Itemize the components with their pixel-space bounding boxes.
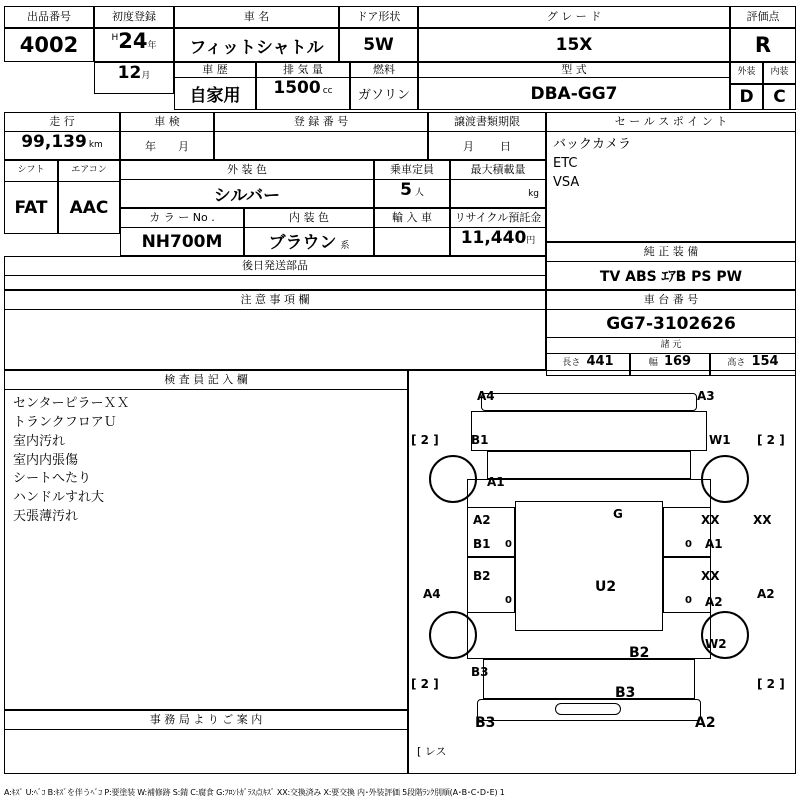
lot-no-label: 出品番号 (4, 6, 94, 28)
color-no-label: カ ラ ー No . (120, 208, 244, 228)
rear-plate (555, 703, 621, 715)
damage-mark: 0 (685, 595, 692, 606)
grade-label: グ レ ー ド (418, 6, 730, 28)
first-reg-month-unit: 月 (141, 71, 151, 81)
length-value: 441 (586, 354, 614, 369)
damage-mark: W1 (709, 433, 731, 447)
mileage-label: 走 行 (4, 112, 120, 132)
inspection-month-unit: 月 (178, 139, 189, 153)
sales-point-item: バックカメラ (553, 137, 632, 152)
inspector-note-item: 天張薄汚れ (13, 509, 79, 525)
damage-mark: [ レス (417, 745, 447, 758)
grade-value: 15X (418, 28, 730, 62)
history-value: 自家用 (174, 78, 256, 110)
genuine-equipment-label: 純 正 装 備 (546, 242, 796, 262)
first-reg-value (94, 28, 174, 62)
damage-mark: A2 (473, 513, 491, 527)
front-right-wheel (701, 455, 749, 503)
seats-number: 5 (400, 180, 412, 200)
transfer-label: 譲渡書類期限 (428, 112, 546, 132)
first-reg-month (94, 62, 174, 94)
inspector-note-item: シートへたり (13, 471, 92, 487)
fuel-value: ガソリン (350, 78, 418, 110)
damage-mark: G (613, 507, 623, 521)
exterior-color-value: シルバー (120, 180, 374, 208)
damage-mark: A2 (705, 595, 723, 609)
height-label: 高さ (727, 358, 746, 368)
notes-label: 注 意 事 項 欄 (4, 290, 546, 310)
damage-mark: XX (701, 513, 720, 527)
displacement-unit: cc (322, 86, 333, 96)
chassis-label: 車 台 番 号 (546, 290, 796, 310)
first-reg-label: 初度登録 (94, 6, 174, 28)
door-value: 5W (339, 28, 418, 62)
damage-mark: B3 (615, 685, 636, 701)
damage-mark: A2 (757, 587, 775, 601)
recycle-number: 11,440 (460, 228, 527, 248)
roof (515, 501, 663, 631)
inspector-note-item: 室内内張傷 (13, 452, 79, 468)
inspector-note-item: センターピラーＸＸ (13, 396, 130, 411)
office-value (4, 730, 408, 774)
transfer-month-unit: 月 (463, 139, 474, 153)
damage-mark: B1 (473, 537, 491, 551)
damage-mark: [ 2 ] (757, 677, 785, 691)
damage-mark: [ 2 ] (411, 677, 439, 691)
damage-mark: U2 (595, 579, 617, 595)
inspector-notes-area (4, 390, 408, 710)
damage-mark: B1 (471, 433, 489, 447)
inspector-label: 検 査 員 記 入 欄 (4, 370, 408, 390)
notes-value (4, 310, 546, 370)
first-reg-era: H (111, 33, 119, 43)
type-value: DBA-GG7 (418, 78, 730, 110)
later-parts-label: 後日発送部品 (4, 256, 546, 276)
mileage-number: 99,139 (21, 132, 87, 152)
seats-label: 乗車定員 (374, 160, 450, 180)
first-reg-month-value: 12 (117, 63, 142, 83)
exterior-grade-value: D (730, 84, 763, 110)
door-label: ドア形状 (339, 6, 418, 28)
front-left-wheel (429, 455, 477, 503)
rear-hatch (483, 659, 695, 699)
damage-mark: A4 (477, 389, 495, 403)
damage-mark: A3 (697, 389, 715, 403)
damage-mark: B3 (475, 715, 496, 731)
max-load-label: 最大積載量 (450, 160, 546, 180)
damage-mark: A4 (423, 587, 441, 601)
mileage-unit: km (88, 140, 103, 150)
damage-mark: B3 (471, 665, 489, 679)
recycle-value (450, 228, 546, 256)
height-value: 154 (751, 354, 779, 369)
displacement-value (256, 78, 350, 110)
interior-grade-value: C (763, 84, 796, 110)
score-label: 評価点 (730, 6, 796, 28)
inspector-note-item: トランクフロアＵ (13, 414, 117, 430)
damage-mark: XX (701, 569, 720, 583)
displacement-number: 1500 (273, 78, 321, 98)
damage-mark: B2 (473, 569, 491, 583)
transfer-day-unit: 日 (500, 139, 511, 153)
lot-no-value: 4002 (4, 28, 94, 62)
inspection-year-unit: 年 (145, 139, 156, 153)
shift-value: FAT (4, 182, 58, 234)
damage-mark: [ 2 ] (411, 433, 439, 447)
reg-no-value (214, 132, 428, 160)
score-value: R (730, 28, 796, 62)
damage-mark: A1 (705, 537, 723, 551)
inspection-label: 車 検 (120, 112, 214, 132)
car-diagram (408, 370, 796, 774)
sales-point-label: セ ー ル ス ポ イ ン ト (546, 112, 796, 132)
shift-label: シフト (4, 160, 58, 182)
color-no-value: NH700M (120, 228, 244, 256)
history-label: 車 歴 (174, 62, 256, 78)
genuine-equipment-value: TV ABS ｴｱB PS PW (546, 262, 796, 290)
windshield (487, 451, 691, 479)
sales-point-item: ETC (553, 155, 578, 171)
chassis-value: GG7-3102626 (546, 310, 796, 338)
aircon-label: エアコン (58, 160, 120, 182)
reg-no-label: 登 録 番 号 (214, 112, 428, 132)
mileage-value (4, 132, 120, 160)
office-label: 事 務 局 よ り ご 案 内 (4, 710, 408, 730)
damage-mark: B2 (629, 645, 650, 661)
first-reg-year-unit: 年 (147, 41, 157, 51)
rear-right-wheel (701, 611, 749, 659)
exterior-grade-label: 外装 (730, 62, 763, 84)
interior-color-suffix: 系 (340, 241, 350, 251)
damage-mark: W2 (705, 637, 727, 651)
model-value: フィットシャトル (174, 28, 339, 62)
inspection-value (120, 132, 214, 160)
inspector-note-item: 室内汚れ (13, 433, 66, 449)
type-label: 型 式 (418, 62, 730, 78)
damage-mark: XX (753, 513, 772, 527)
sales-point-list (546, 132, 796, 242)
seats-unit: 人 (414, 188, 424, 198)
model-label: 車 名 (174, 6, 339, 28)
sales-point-item: VSA (553, 174, 580, 190)
rear-left-wheel (429, 611, 477, 659)
damage-mark: A2 (695, 715, 716, 731)
width-value: 169 (663, 354, 692, 369)
damage-mark: [ 2 ] (757, 433, 785, 447)
first-reg-year: 24 (118, 29, 148, 53)
exterior-color-label: 外 装 色 (120, 160, 374, 180)
damage-mark: A1 (487, 475, 505, 489)
recycle-label: リサイクル預託金 (450, 208, 546, 228)
front-bumper (481, 393, 697, 411)
fuel-label: 燃料 (350, 62, 418, 78)
recycle-unit: 円 (526, 236, 536, 246)
length-label: 長さ (562, 358, 581, 368)
spec-label: 諸 元 (546, 338, 796, 354)
damage-mark: 0 (685, 539, 692, 550)
interior-grade-label: 内装 (763, 62, 796, 84)
seats-value (374, 180, 450, 208)
later-parts-value (4, 276, 546, 290)
max-load-value (450, 180, 546, 208)
interior-color-text: ブラウン (268, 233, 337, 253)
import-value (374, 228, 450, 256)
displacement-label: 排 気 量 (256, 62, 350, 78)
interior-color-value (244, 228, 374, 256)
max-load-unit: kg (528, 188, 539, 199)
damage-mark: 0 (505, 539, 512, 550)
damage-mark: 0 (505, 595, 512, 606)
import-label: 輸 入 車 (374, 208, 450, 228)
width-label: 幅 (648, 358, 658, 368)
hood (471, 411, 707, 451)
aircon-value: AAC (58, 182, 120, 234)
interior-color-label: 内 装 色 (244, 208, 374, 228)
transfer-value (428, 132, 546, 160)
inspector-note-item: ハンドルすれ大 (13, 490, 105, 506)
legend-text: A:ｷｽﾞ U:ﾍﾞｺ B:ｷｽﾞを伴うﾍﾞｺ P:要塗装 W:補修跡 S:錆 C:腐食 G:ﾌﾛﾝﾄｶﾞﾗｽ点ｷｽﾞ XX:交換済み X:要交換 内･外装評価 5段階ﾗﾝｸ別順(A･B･C･D･E) 1 (4, 788, 505, 797)
